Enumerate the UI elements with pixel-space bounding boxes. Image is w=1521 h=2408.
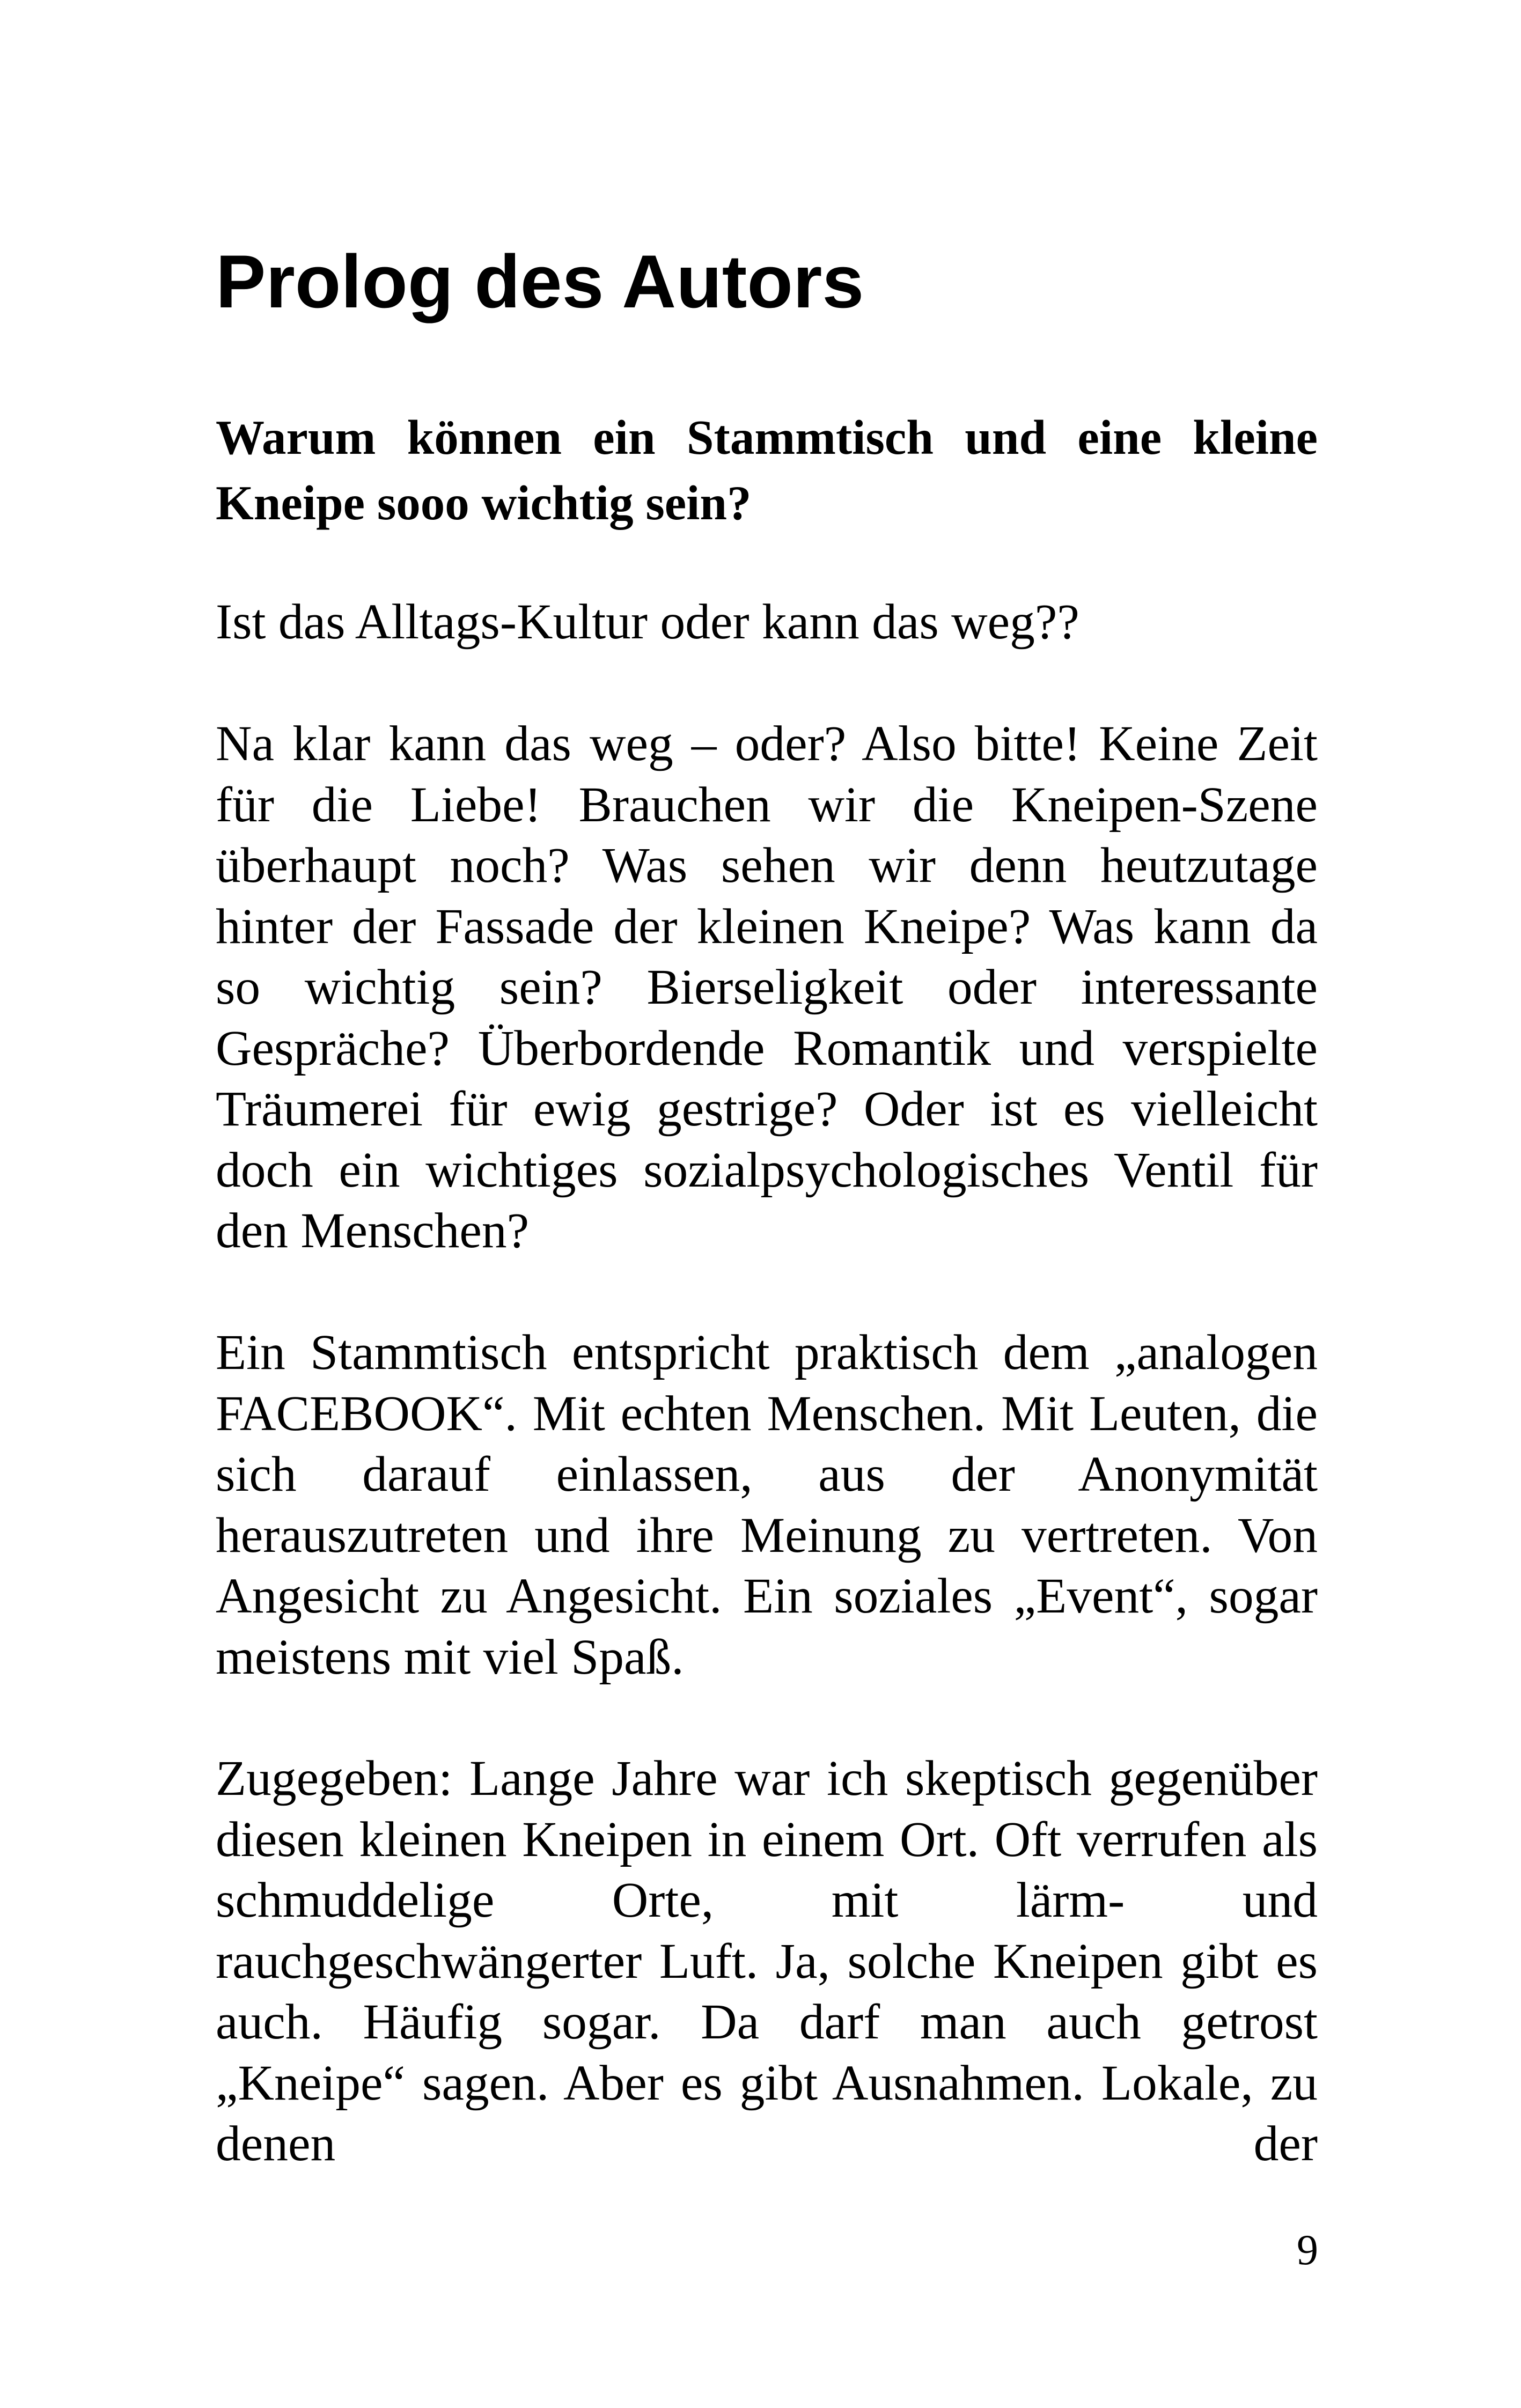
paragraph-1: Ist das Alltags-Kultur oder kann das weg??: [216, 594, 1079, 650]
paragraph-4: Zugegeben: Lange Jahre war ich skeptisch gegenüber diesen kleinen Kneipen in einem Ort. Oft verrufen als schmuddelige Orte, mit lärm- und rauchgeschwängerter Luft. Ja, solche Kneipen gibt es auch. Häufig sogar. Da darf man auch getrost „Kneipe“ sagen. Aber es gibt Ausnahmen. Lokale, zu denen der: [216, 1751, 1318, 2171]
paragraph-2: Na klar kann das weg – oder? Also bitte! Keine Zeit für die Liebe! Brauchen wir die Kneipen-Szene überhaupt noch? Was sehen wir denn heutzutage hinter der Fassade der kleinen Kneipe? Was kann da so wichtig sein? Bierseligkeit oder interessante Gespräche? Überbordende Romantik und verspielte Träumerei für ewig gestrige? Oder ist es vielleicht doch ein wichtiges sozialpsychologisches Ventil für den Menschen?: [216, 716, 1318, 1258]
section-subheading: Warum können ein Stammtisch und eine kleine Kneipe sooo wichtig sein?: [216, 410, 1318, 530]
page-number: 9: [1297, 2227, 1318, 2274]
chapter-title: Prolog des Autors: [216, 239, 864, 323]
paragraph-3: Ein Stammtisch entspricht praktisch dem „analogen FACEBOOK“. Mit echten Menschen. Mit Leuten, die sich darauf einlassen, aus der Anonymität herauszutreten und ihre Meinung zu vertreten. Von Angesicht zu Angesicht. Ein soziales „Event“, sogar meistens mit viel Spaß.: [216, 1325, 1318, 1685]
